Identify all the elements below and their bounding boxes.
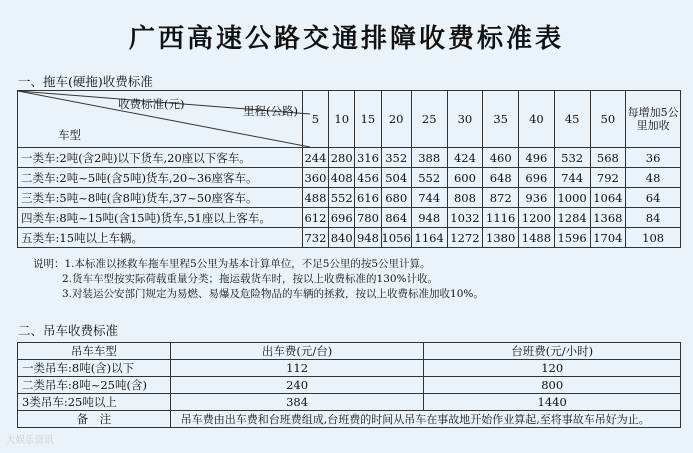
vehicle-type: 四类车:8吨~15吨(含15吨)货车,51座以上客车。 bbox=[18, 208, 303, 228]
table-row bbox=[18, 148, 681, 168]
crane-fee-table bbox=[17, 342, 681, 428]
fee-cell: 532 bbox=[554, 148, 590, 168]
extra-fee-cell: 48 bbox=[626, 168, 681, 188]
fee-cell: 1164 bbox=[411, 228, 447, 248]
remark-text: 吊车费由出车费和台班费组成,台班费的时间从吊车在事故地开始作业算起,至将事故车吊好为止。 bbox=[170, 411, 680, 428]
fee-cell: 744 bbox=[411, 188, 447, 208]
fee-cell: 1488 bbox=[519, 228, 555, 248]
section2-title: 二、吊车收费标准 bbox=[18, 323, 119, 338]
table-row bbox=[18, 377, 681, 394]
table-row bbox=[18, 394, 681, 411]
fee-cell: 552 bbox=[411, 168, 447, 188]
crane-type: 一类吊车:8吨(含)以下 bbox=[18, 360, 171, 377]
fee-cell: 352 bbox=[381, 148, 411, 168]
fee-cell: 504 bbox=[381, 168, 411, 188]
diagonal-header-cell bbox=[18, 91, 303, 148]
out-fee-cell: 240 bbox=[170, 377, 424, 394]
fee-cell: 552 bbox=[329, 188, 355, 208]
fee-cell: 648 bbox=[483, 168, 519, 188]
remark-label: 备 注 bbox=[18, 411, 171, 428]
vehicle-type: 三类车:5吨~8吨(含8吨)货车,37~50座客车。 bbox=[18, 188, 303, 208]
fee-cell: 616 bbox=[355, 188, 381, 208]
fee-cell: 1368 bbox=[590, 208, 626, 228]
fee-cell: 1032 bbox=[447, 208, 483, 228]
crane-header-shift-fee: 台班费(元/小时) bbox=[424, 343, 681, 360]
distance-header-20: 20 bbox=[381, 91, 411, 148]
crane-type: 3类吊车:25吨以上 bbox=[18, 394, 171, 411]
fee-cell: 948 bbox=[411, 208, 447, 228]
fee-cell: 864 bbox=[381, 208, 411, 228]
fee-cell: 1284 bbox=[554, 208, 590, 228]
table-row bbox=[18, 208, 681, 228]
fee-cell: 936 bbox=[519, 188, 555, 208]
fee-cell: 840 bbox=[329, 228, 355, 248]
vehicle-type: 二类车:2吨~5吨(含5吨)货车,20~36座客车。 bbox=[18, 168, 303, 188]
fee-cell: 696 bbox=[519, 168, 555, 188]
fee-cell: 1200 bbox=[519, 208, 555, 228]
fee-cell: 244 bbox=[302, 148, 328, 168]
extra-fee-cell: 84 bbox=[626, 208, 681, 228]
vehicle-type: 一类车:2吨(含2吨)以下货车,20座以下客车。 bbox=[18, 148, 303, 168]
distance-header-30: 30 bbox=[447, 91, 483, 148]
note-1: 说明：1.本标准以拯救车拖车里程5公里为基本计算单位，不足5公里的按5公里计算。 bbox=[33, 258, 431, 270]
fee-cell: 488 bbox=[302, 188, 328, 208]
distance-header-10: 10 bbox=[329, 91, 355, 148]
fee-cell: 460 bbox=[483, 148, 519, 168]
fee-cell: 496 bbox=[519, 148, 555, 168]
distance-header-5: 5 bbox=[302, 91, 328, 148]
vehicle-type: 五类车:15吨以上车辆。 bbox=[18, 228, 303, 248]
notes-block bbox=[33, 257, 673, 302]
fee-cell: 612 bbox=[302, 208, 328, 228]
distance-header-35: 35 bbox=[483, 91, 519, 148]
table-row bbox=[18, 360, 681, 377]
note-2: 2.货车车型按实际荷载重量分类；拖运载货车时，按以上收费标准的130%计收。 bbox=[62, 273, 439, 285]
table-row bbox=[18, 188, 681, 208]
header-car-type: 车型 bbox=[58, 128, 81, 142]
watermark: 大娱乐资讯 bbox=[6, 435, 54, 446]
out-fee-cell: 112 bbox=[170, 360, 424, 377]
distance-header-50: 50 bbox=[590, 91, 626, 148]
towing-fee-table bbox=[17, 90, 681, 248]
fee-cell: 408 bbox=[329, 168, 355, 188]
fee-cell: 744 bbox=[554, 168, 590, 188]
note-3: 3.对装运公安部门规定为易燃、易爆及危险物品的车辆的拯救，按以上收费标准加收10%。 bbox=[62, 288, 484, 300]
extra-fee-cell: 64 bbox=[626, 188, 681, 208]
fee-cell: 1116 bbox=[483, 208, 519, 228]
crane-type: 二类吊车:8吨~25吨(含) bbox=[18, 377, 171, 394]
fee-cell: 600 bbox=[447, 168, 483, 188]
fee-cell: 1056 bbox=[381, 228, 411, 248]
crane-header-type: 吊车车型 bbox=[18, 343, 171, 360]
page-title: 广西高速公路交通排障收费标准表 bbox=[128, 24, 564, 54]
crane-header-out-fee: 出车费(元/台) bbox=[170, 343, 424, 360]
fee-cell: 360 bbox=[302, 168, 328, 188]
fee-cell: 456 bbox=[355, 168, 381, 188]
remark-row bbox=[18, 411, 681, 428]
fee-cell: 1704 bbox=[590, 228, 626, 248]
shift-fee-cell: 800 bbox=[424, 377, 681, 394]
header-mileage: 里程(公路) bbox=[243, 104, 298, 118]
table-row bbox=[18, 228, 681, 248]
fee-cell: 1064 bbox=[590, 188, 626, 208]
extra-fee-cell: 108 bbox=[626, 228, 681, 248]
extra-header: 每增加5公里加收 bbox=[626, 91, 681, 148]
section1-title: 一、拖车(硬拖)收费标准 bbox=[18, 74, 153, 89]
fee-cell: 424 bbox=[447, 148, 483, 168]
fee-cell: 732 bbox=[302, 228, 328, 248]
fee-cell: 696 bbox=[329, 208, 355, 228]
fee-cell: 1596 bbox=[554, 228, 590, 248]
fee-cell: 680 bbox=[381, 188, 411, 208]
out-fee-cell: 384 bbox=[170, 394, 424, 411]
fee-cell: 808 bbox=[447, 188, 483, 208]
distance-header-45: 45 bbox=[554, 91, 590, 148]
distance-header-15: 15 bbox=[355, 91, 381, 148]
table-row bbox=[18, 168, 681, 188]
fee-cell: 316 bbox=[355, 148, 381, 168]
shift-fee-cell: 1440 bbox=[424, 394, 681, 411]
header-fee-standard: 收费标准(元) bbox=[118, 97, 185, 111]
fee-cell: 792 bbox=[590, 168, 626, 188]
distance-header-25: 25 bbox=[411, 91, 447, 148]
fee-cell: 1380 bbox=[483, 228, 519, 248]
fee-cell: 948 bbox=[355, 228, 381, 248]
distance-header-40: 40 bbox=[519, 91, 555, 148]
fee-cell: 780 bbox=[355, 208, 381, 228]
fee-cell: 388 bbox=[411, 148, 447, 168]
fee-cell: 872 bbox=[483, 188, 519, 208]
fee-cell: 1272 bbox=[447, 228, 483, 248]
fee-cell: 280 bbox=[329, 148, 355, 168]
extra-fee-cell: 36 bbox=[626, 148, 681, 168]
shift-fee-cell: 120 bbox=[424, 360, 681, 377]
fee-cell: 1000 bbox=[554, 188, 590, 208]
fee-cell: 568 bbox=[590, 148, 626, 168]
